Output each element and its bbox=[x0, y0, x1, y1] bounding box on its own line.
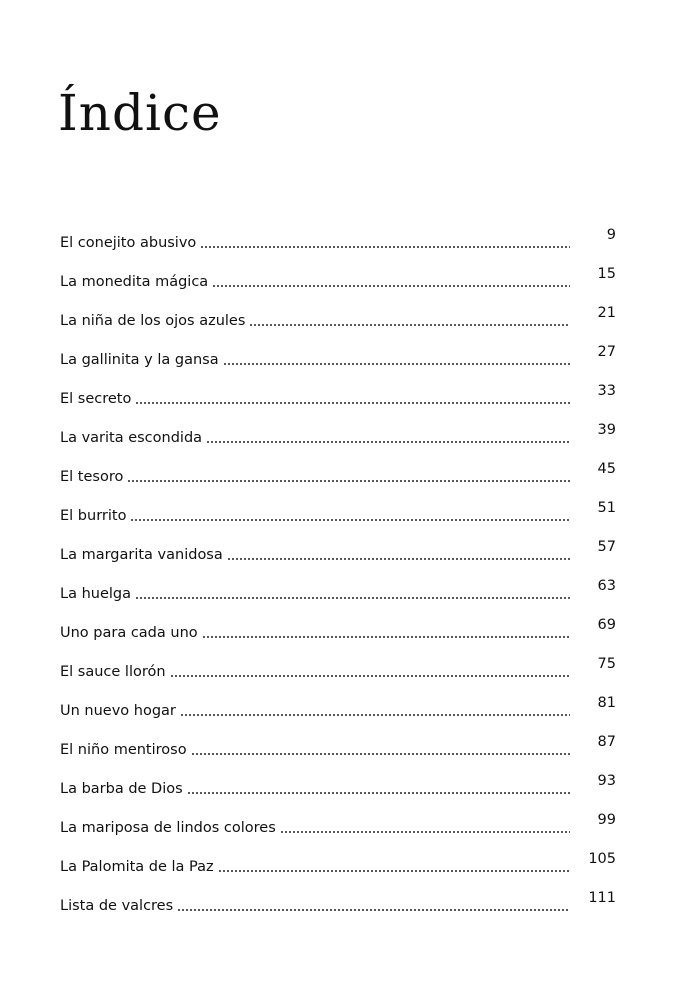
toc-entry-title: La Palomita de la Paz bbox=[60, 859, 214, 875]
toc-entry bbox=[60, 844, 616, 883]
toc-entry bbox=[60, 805, 616, 844]
toc-entry-title: El secreto bbox=[60, 391, 132, 407]
toc-entry-page-number: 81 bbox=[597, 695, 616, 711]
toc-entry-title: El niño mentiroso bbox=[60, 742, 187, 758]
toc-entry-page-number: 99 bbox=[597, 812, 616, 828]
toc-entry bbox=[60, 415, 616, 454]
dot-leader bbox=[280, 831, 570, 833]
toc-entry-title: El sauce llorón bbox=[60, 664, 166, 680]
toc-entry bbox=[60, 688, 616, 727]
toc-entry-page-number: 105 bbox=[588, 851, 616, 867]
dot-leader bbox=[249, 324, 570, 326]
toc-entry-page-number: 87 bbox=[597, 734, 616, 750]
toc-entry-page-number: 111 bbox=[588, 890, 616, 906]
table-of-contents bbox=[60, 220, 616, 922]
toc-entry-title: Lista de valcres bbox=[60, 898, 174, 914]
dot-leader bbox=[223, 363, 570, 365]
dot-leader bbox=[191, 753, 570, 755]
toc-entry bbox=[60, 454, 616, 493]
dot-leader bbox=[135, 402, 570, 404]
dot-leader bbox=[180, 714, 570, 716]
toc-entry-title: La niña de los ojos azules bbox=[60, 313, 246, 329]
toc-entry bbox=[60, 532, 616, 571]
toc-entry-title: El burrito bbox=[60, 508, 127, 524]
toc-entry bbox=[60, 220, 616, 259]
toc-entry bbox=[60, 571, 616, 610]
dot-leader bbox=[227, 558, 570, 560]
toc-entry-title: La gallinita y la gansa bbox=[60, 352, 219, 368]
toc-entry bbox=[60, 610, 616, 649]
toc-entry-title: La mariposa de lindos colores bbox=[60, 820, 276, 836]
toc-entry bbox=[60, 376, 616, 415]
toc-entry-page-number: 57 bbox=[597, 539, 616, 555]
dot-leader bbox=[202, 636, 570, 638]
toc-entry bbox=[60, 493, 616, 532]
toc-entry bbox=[60, 727, 616, 766]
dot-leader bbox=[218, 870, 570, 872]
toc-entry-page-number: 51 bbox=[597, 500, 616, 516]
toc-entry-page-number: 21 bbox=[597, 305, 616, 321]
toc-entry bbox=[60, 883, 616, 922]
toc-entry-page-number: 39 bbox=[597, 422, 616, 438]
page-title: Índice bbox=[58, 84, 222, 142]
toc-entry-page-number: 69 bbox=[597, 617, 616, 633]
toc-entry-page-number: 27 bbox=[597, 344, 616, 360]
toc-entry-title: La varita escondida bbox=[60, 430, 203, 446]
toc-entry-title: El tesoro bbox=[60, 469, 124, 485]
toc-entry-title: La huelga bbox=[60, 586, 131, 602]
dot-leader bbox=[187, 792, 570, 794]
dot-leader bbox=[130, 519, 570, 521]
dot-leader bbox=[212, 285, 570, 287]
dot-leader bbox=[200, 246, 570, 248]
dot-leader bbox=[206, 441, 570, 443]
toc-entry-page-number: 15 bbox=[597, 266, 616, 282]
toc-entry-page-number: 75 bbox=[597, 656, 616, 672]
toc-entry-page-number: 63 bbox=[597, 578, 616, 594]
toc-entry bbox=[60, 766, 616, 805]
toc-entry-title: El conejito abusivo bbox=[60, 235, 197, 251]
dot-leader bbox=[135, 597, 570, 599]
toc-entry bbox=[60, 259, 616, 298]
dot-leader bbox=[170, 675, 570, 677]
toc-entry-page-number: 33 bbox=[597, 383, 616, 399]
toc-entry-title: La monedita mágica bbox=[60, 274, 209, 290]
toc-entry-title: La barba de Dios bbox=[60, 781, 183, 797]
dot-leader bbox=[127, 480, 570, 482]
toc-entry-page-number: 45 bbox=[597, 461, 616, 477]
toc-entry bbox=[60, 298, 616, 337]
toc-entry bbox=[60, 649, 616, 688]
toc-entry-title: La margarita vanidosa bbox=[60, 547, 223, 563]
toc-entry-title: Un nuevo hogar bbox=[60, 703, 176, 719]
toc-entry-title: Uno para cada uno bbox=[60, 625, 198, 641]
toc-entry bbox=[60, 337, 616, 376]
toc-entry-page-number: 93 bbox=[597, 773, 616, 789]
dot-leader bbox=[177, 909, 570, 911]
toc-entry-page-number: 9 bbox=[606, 227, 616, 243]
